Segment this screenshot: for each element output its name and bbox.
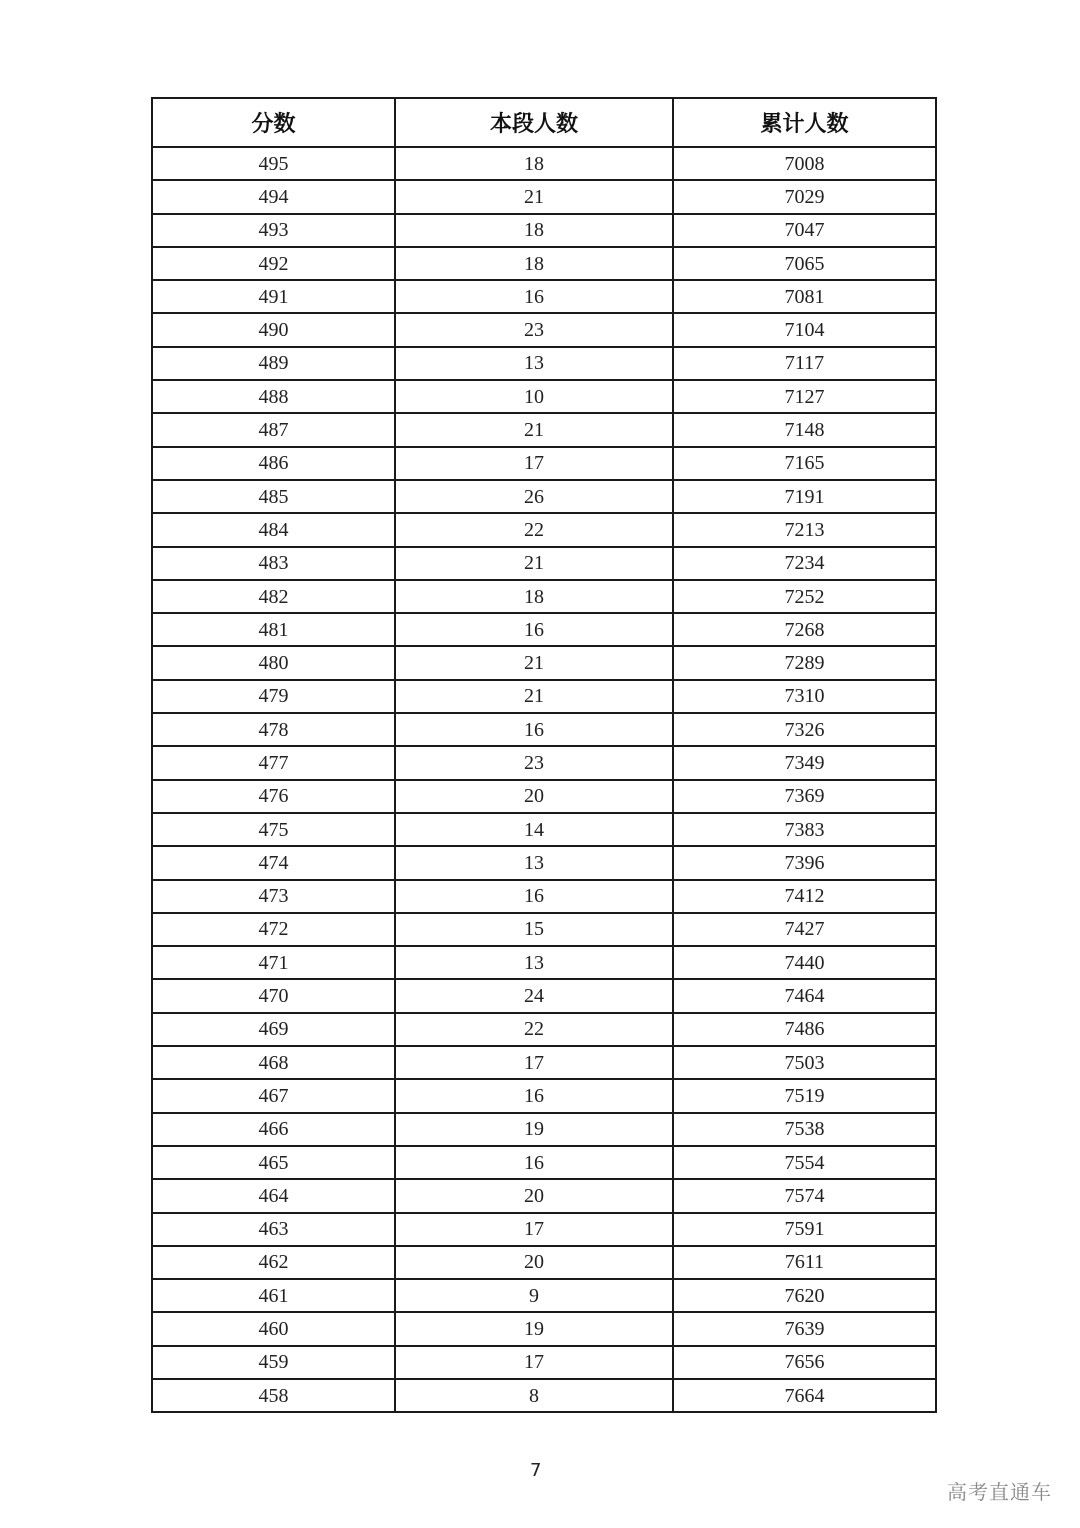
cell-score: 477 [152,746,395,779]
cell-score: 468 [152,1046,395,1079]
table-row [152,180,936,213]
table-row [152,946,936,979]
cell-cumulative-count: 7538 [673,1113,936,1146]
cell-segment-count: 20 [395,780,673,813]
cell-score: 482 [152,580,395,613]
table-row [152,513,936,546]
cell-segment-count: 13 [395,846,673,879]
cell-cumulative-count: 7503 [673,1046,936,1079]
table-row [152,147,936,180]
table-row [152,813,936,846]
cell-segment-count: 18 [395,247,673,280]
table-row [152,580,936,613]
cell-score: 470 [152,979,395,1012]
cell-segment-count: 20 [395,1246,673,1279]
cell-score: 485 [152,480,395,513]
table-row [152,1312,936,1345]
table-row [152,1046,936,1079]
cell-cumulative-count: 7519 [673,1079,936,1112]
cell-score: 460 [152,1312,395,1345]
table-row [152,280,936,313]
table-row [152,746,936,779]
cell-cumulative-count: 7554 [673,1146,936,1179]
cell-segment-count: 16 [395,713,673,746]
table-row [152,1013,936,1046]
cell-segment-count: 20 [395,1179,673,1212]
table-row [152,247,936,280]
score-distribution-table [151,97,937,1413]
cell-segment-count: 16 [395,1146,673,1179]
table-row [152,1113,936,1146]
cell-score: 458 [152,1379,395,1412]
header-score: 分数 [152,98,395,147]
cell-score: 481 [152,613,395,646]
cell-segment-count: 21 [395,680,673,713]
cell-score: 493 [152,214,395,247]
cell-cumulative-count: 7383 [673,813,936,846]
cell-cumulative-count: 7464 [673,979,936,1012]
cell-segment-count: 21 [395,413,673,446]
cell-score: 494 [152,180,395,213]
table-row [152,1279,936,1312]
table-row [152,913,936,946]
table-row [152,713,936,746]
cell-segment-count: 18 [395,147,673,180]
cell-score: 474 [152,846,395,879]
cell-segment-count: 15 [395,913,673,946]
cell-cumulative-count: 7591 [673,1213,936,1246]
table-row [152,1246,936,1279]
cell-segment-count: 21 [395,180,673,213]
cell-score: 465 [152,1146,395,1179]
cell-segment-count: 19 [395,1113,673,1146]
cell-cumulative-count: 7427 [673,913,936,946]
cell-segment-count: 14 [395,813,673,846]
table-row [152,480,936,513]
cell-cumulative-count: 7310 [673,680,936,713]
cell-segment-count: 19 [395,1312,673,1345]
cell-score: 488 [152,380,395,413]
cell-cumulative-count: 7412 [673,880,936,913]
cell-cumulative-count: 7656 [673,1346,936,1379]
cell-segment-count: 17 [395,447,673,480]
cell-score: 489 [152,347,395,380]
cell-cumulative-count: 7440 [673,946,936,979]
table-row [152,880,936,913]
cell-segment-count: 13 [395,946,673,979]
cell-cumulative-count: 7326 [673,713,936,746]
cell-cumulative-count: 7486 [673,1013,936,1046]
table-row [152,214,936,247]
cell-score: 467 [152,1079,395,1112]
cell-score: 478 [152,713,395,746]
cell-cumulative-count: 7289 [673,646,936,679]
table-row [152,347,936,380]
cell-score: 486 [152,447,395,480]
cell-segment-count: 22 [395,513,673,546]
cell-cumulative-count: 7664 [673,1379,936,1412]
table-row [152,1213,936,1246]
cell-cumulative-count: 7369 [673,780,936,813]
cell-segment-count: 22 [395,1013,673,1046]
cell-cumulative-count: 7268 [673,613,936,646]
cell-cumulative-count: 7008 [673,147,936,180]
cell-segment-count: 16 [395,880,673,913]
cell-segment-count: 23 [395,313,673,346]
cell-cumulative-count: 7081 [673,280,936,313]
cell-segment-count: 18 [395,580,673,613]
cell-score: 491 [152,280,395,313]
cell-segment-count: 17 [395,1346,673,1379]
table-row [152,613,936,646]
table-body [152,147,936,1412]
cell-score: 459 [152,1346,395,1379]
table-row [152,447,936,480]
cell-cumulative-count: 7213 [673,513,936,546]
cell-segment-count: 26 [395,480,673,513]
cell-cumulative-count: 7029 [673,180,936,213]
cell-cumulative-count: 7127 [673,380,936,413]
cell-score: 490 [152,313,395,346]
header-cumulative-count: 累计人数 [673,98,936,147]
cell-score: 461 [152,1279,395,1312]
cell-segment-count: 9 [395,1279,673,1312]
cell-segment-count: 18 [395,214,673,247]
table-row [152,1346,936,1379]
cell-segment-count: 23 [395,746,673,779]
cell-score: 492 [152,247,395,280]
cell-cumulative-count: 7047 [673,214,936,247]
table-row [152,380,936,413]
cell-cumulative-count: 7165 [673,447,936,480]
cell-cumulative-count: 7349 [673,746,936,779]
watermark: 高考直通车 [947,1480,1052,1504]
cell-cumulative-count: 7148 [673,413,936,446]
table-row [152,1079,936,1112]
cell-score: 471 [152,946,395,979]
cell-segment-count: 16 [395,613,673,646]
cell-segment-count: 10 [395,380,673,413]
header-segment-count: 本段人数 [395,98,673,147]
table-row [152,547,936,580]
cell-cumulative-count: 7065 [673,247,936,280]
cell-cumulative-count: 7252 [673,580,936,613]
cell-segment-count: 21 [395,646,673,679]
cell-cumulative-count: 7574 [673,1179,936,1212]
cell-score: 472 [152,913,395,946]
cell-score: 466 [152,1113,395,1146]
cell-cumulative-count: 7611 [673,1246,936,1279]
cell-segment-count: 17 [395,1046,673,1079]
table-row [152,680,936,713]
cell-score: 464 [152,1179,395,1212]
cell-segment-count: 24 [395,979,673,1012]
table-row [152,1379,936,1412]
cell-cumulative-count: 7639 [673,1312,936,1345]
table-row [152,646,936,679]
cell-cumulative-count: 7396 [673,846,936,879]
cell-score: 479 [152,680,395,713]
cell-segment-count: 17 [395,1213,673,1246]
table-header-row [152,98,936,147]
cell-score: 483 [152,547,395,580]
cell-segment-count: 13 [395,347,673,380]
table-row [152,313,936,346]
table-row [152,1179,936,1212]
cell-cumulative-count: 7234 [673,547,936,580]
cell-score: 469 [152,1013,395,1046]
cell-segment-count: 16 [395,280,673,313]
page-number: 7 [530,1460,542,1481]
table-row [152,413,936,446]
cell-segment-count: 16 [395,1079,673,1112]
cell-cumulative-count: 7620 [673,1279,936,1312]
cell-score: 462 [152,1246,395,1279]
cell-cumulative-count: 7117 [673,347,936,380]
table-row [152,1146,936,1179]
cell-cumulative-count: 7191 [673,480,936,513]
cell-score: 487 [152,413,395,446]
cell-score: 473 [152,880,395,913]
cell-score: 463 [152,1213,395,1246]
cell-cumulative-count: 7104 [673,313,936,346]
cell-score: 495 [152,147,395,180]
cell-score: 476 [152,780,395,813]
cell-score: 480 [152,646,395,679]
cell-score: 484 [152,513,395,546]
table-row [152,780,936,813]
cell-segment-count: 8 [395,1379,673,1412]
table-row [152,846,936,879]
cell-score: 475 [152,813,395,846]
table-row [152,979,936,1012]
cell-segment-count: 21 [395,547,673,580]
